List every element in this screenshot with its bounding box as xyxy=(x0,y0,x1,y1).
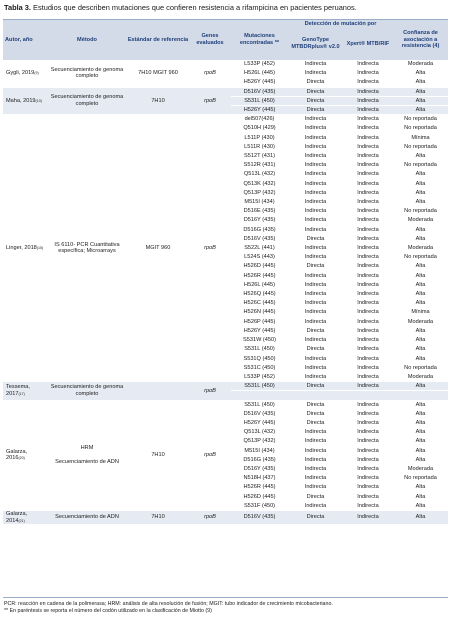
cell-mut: S531C (450) xyxy=(231,363,288,372)
study-standard xyxy=(127,115,189,382)
cell-conf: Moderada xyxy=(393,317,448,326)
cell-mut: L511P (430) xyxy=(231,133,288,142)
cell-conf: Alta xyxy=(393,106,448,115)
cell-geno: Indirecta xyxy=(288,372,343,381)
cell-conf: No reportada xyxy=(393,207,448,216)
cell-geno: Directa xyxy=(288,510,343,524)
standard-text: MGIT 960 xyxy=(145,244,171,251)
cell-mut: S531L (450) xyxy=(231,345,288,354)
cell-mut xyxy=(231,391,288,400)
cell-conf: Moderada xyxy=(393,372,448,381)
cell-mut: M515I (434) xyxy=(231,446,288,455)
study-standard xyxy=(127,60,189,87)
gene-text: rpoB xyxy=(204,70,216,76)
cell-xpert: Indirecta xyxy=(343,60,393,69)
col-header-confidence: Confianza de asociación a resistencia (4) xyxy=(393,20,448,60)
cell-geno: Indirecta xyxy=(288,363,343,372)
cell-mut: H526N (445) xyxy=(231,308,288,317)
cell-geno: Indirecta xyxy=(288,336,343,345)
study-gene xyxy=(189,87,231,115)
cell-conf: Alta xyxy=(393,501,448,510)
cell-conf: Alta xyxy=(393,492,448,501)
cell-xpert: Indirecta xyxy=(343,510,393,524)
cell-conf: Mínima xyxy=(393,308,448,317)
cell-xpert: Indirecta xyxy=(343,455,393,464)
study-gene xyxy=(189,60,231,87)
table-row xyxy=(3,87,448,96)
cell-conf: Alta xyxy=(393,336,448,345)
cell-geno: Indirecta xyxy=(288,299,343,308)
cell-xpert: Indirecta xyxy=(343,336,393,345)
cell-conf: Moderada xyxy=(393,464,448,473)
cell-conf: Alta xyxy=(393,225,448,234)
study-author xyxy=(3,382,47,400)
mutations-table xyxy=(3,20,448,525)
cell-geno: Directa xyxy=(288,400,343,409)
standard-text: 7H10 xyxy=(151,97,165,104)
cell-xpert: Indirecta xyxy=(343,409,393,418)
study-method xyxy=(47,87,127,115)
cell-conf: Alta xyxy=(393,382,448,391)
cell-conf: No reportada xyxy=(393,474,448,483)
cell-geno: Indirecta xyxy=(288,124,343,133)
cell-geno: Indirecta xyxy=(288,437,343,446)
cell-geno: Indirecta xyxy=(288,253,343,262)
cell-conf: Alta xyxy=(393,280,448,289)
author-ref: (15) xyxy=(36,245,44,250)
study-gene xyxy=(189,115,231,382)
cell-mut: D516V (435) xyxy=(231,234,288,243)
cell-xpert: Indirecta xyxy=(343,244,393,253)
cell-conf: Alta xyxy=(393,234,448,243)
cell-geno: Indirecta xyxy=(288,60,343,69)
author-ref: (21) xyxy=(18,518,25,523)
cell-conf: Alta xyxy=(393,483,448,492)
gene-text: rpoB xyxy=(204,451,216,458)
cell-conf: Alta xyxy=(393,152,448,161)
cell-xpert: Indirecta xyxy=(343,87,393,96)
cell-geno: Directa xyxy=(288,87,343,96)
cell-geno: Directa xyxy=(288,106,343,115)
cell-mut: H526Y (445) xyxy=(231,418,288,427)
col-header-detection-group: Detección de mutación por xyxy=(288,20,393,28)
study-author xyxy=(3,400,47,510)
cell-xpert: Indirecta xyxy=(343,382,393,391)
cell-xpert: Indirecta xyxy=(343,225,393,234)
cell-geno: Indirecta xyxy=(288,280,343,289)
cell-conf: Alta xyxy=(393,437,448,446)
cell-conf: Alta xyxy=(393,179,448,188)
cell-mut: D516Y (435) xyxy=(231,216,288,225)
cell-xpert: Indirecta xyxy=(343,152,393,161)
gene-text: rpoB xyxy=(204,244,216,251)
cell-conf: Alta xyxy=(393,455,448,464)
cell-conf: Mínima xyxy=(393,133,448,142)
gene-text: rpoB xyxy=(204,514,216,521)
cell-xpert: Indirecta xyxy=(343,133,393,142)
col-header-xpert: Xpert® MTB/RIF xyxy=(343,28,393,60)
cell-xpert: Indirecta xyxy=(343,446,393,455)
cell-conf: Alta xyxy=(393,446,448,455)
caption-text: Estudios que describen mutaciones que confieren resistencia a rifampicina en pacientes peruanos. xyxy=(30,3,357,12)
method-text: Secuenciamiento de ADN xyxy=(55,514,119,521)
cell-mut: S531L (450) xyxy=(231,96,288,105)
cell-xpert: Indirecta xyxy=(343,96,393,105)
cell-mut: H526C (445) xyxy=(231,299,288,308)
study-author xyxy=(3,510,47,524)
cell-conf: Moderada xyxy=(393,60,448,69)
cell-conf: Alta xyxy=(393,409,448,418)
cell-conf: Alta xyxy=(393,299,448,308)
study-gene xyxy=(189,400,231,510)
cell-mut: H526L (445) xyxy=(231,69,288,78)
cell-geno: Indirecta xyxy=(288,308,343,317)
cell-geno: Indirecta xyxy=(288,446,343,455)
cell-mut: H526Y (445) xyxy=(231,106,288,115)
table-body xyxy=(3,60,448,525)
study-gene xyxy=(189,510,231,524)
cell-geno: Directa xyxy=(288,78,343,87)
cell-conf: Alta xyxy=(393,69,448,78)
cell-xpert: Indirecta xyxy=(343,290,393,299)
cell-mut: Q513P (432) xyxy=(231,188,288,197)
cell-mut: D516V (435) xyxy=(231,409,288,418)
table-row xyxy=(3,382,448,391)
cell-geno: Directa xyxy=(288,409,343,418)
col-header-genotype: GenoType MTBDRplus® v2.0 xyxy=(288,28,343,60)
cell-xpert: Indirecta xyxy=(343,207,393,216)
cell-mut: H526Y (445) xyxy=(231,78,288,87)
study-standard xyxy=(127,382,189,400)
cell-xpert: Indirecta xyxy=(343,308,393,317)
cell-conf: No reportada xyxy=(393,253,448,262)
study-method xyxy=(47,400,127,510)
study-standard xyxy=(127,400,189,510)
cell-conf: No reportada xyxy=(393,142,448,151)
cell-xpert: Indirecta xyxy=(343,216,393,225)
cell-mut: S512R (431) xyxy=(231,161,288,170)
cell-xpert: Indirecta xyxy=(343,142,393,151)
cell-xpert: Indirecta xyxy=(343,400,393,409)
cell-geno: Indirecta xyxy=(288,133,343,142)
table-row xyxy=(3,115,448,124)
cell-geno: Indirecta xyxy=(288,455,343,464)
cell-mut: H526R (445) xyxy=(231,271,288,280)
cell-mut: S522L (441) xyxy=(231,244,288,253)
cell-geno: Indirecta xyxy=(288,244,343,253)
study-gene xyxy=(189,382,231,400)
study-method xyxy=(47,510,127,524)
author-name: Tessema, 2017 xyxy=(6,384,30,397)
cell-xpert: Indirecta xyxy=(343,124,393,133)
cell-xpert: Indirecta xyxy=(343,464,393,473)
cell-xpert: Indirecta xyxy=(343,437,393,446)
cell-geno: Indirecta xyxy=(288,354,343,363)
cell-xpert: Indirecta xyxy=(343,253,393,262)
cell-geno: Indirecta xyxy=(288,188,343,197)
header-row-1 xyxy=(3,20,448,28)
cell-mut: S531W (450) xyxy=(231,336,288,345)
cell-conf: Alta xyxy=(393,188,448,197)
cell-mut: Q510H (429) xyxy=(231,124,288,133)
cell-xpert: Indirecta xyxy=(343,299,393,308)
cell-xpert: Indirecta xyxy=(343,483,393,492)
footnote-codon: ** En paréntesis se reporta el número del codón utilizado en la clasificación de Miotto (9) xyxy=(4,607,212,614)
cell-mut: del507(426) xyxy=(231,115,288,124)
cell-xpert: Indirecta xyxy=(343,271,393,280)
study-standard xyxy=(127,510,189,524)
cell-xpert: Indirecta xyxy=(343,188,393,197)
cell-conf: Alta xyxy=(393,290,448,299)
author-name: Gygli, 2019 xyxy=(6,70,35,76)
cell-conf: Alta xyxy=(393,262,448,271)
cell-geno: Directa xyxy=(288,492,343,501)
author-name: Galarza, 2016 xyxy=(6,448,28,462)
cell-geno: Indirecta xyxy=(288,428,343,437)
cell-mut: H526D (445) xyxy=(231,492,288,501)
cell-mut: L511R (430) xyxy=(231,142,288,151)
cell-geno: Indirecta xyxy=(288,152,343,161)
cell-xpert: Indirecta xyxy=(343,418,393,427)
table-row xyxy=(3,510,448,524)
cell-geno: Directa xyxy=(288,262,343,271)
cell-geno: Indirecta xyxy=(288,69,343,78)
cell-mut: D516V (435) xyxy=(231,510,288,524)
cell-conf: Alta xyxy=(393,78,448,87)
author-name: Galarza, 2014 xyxy=(6,510,28,524)
cell-mut: Q513L (432) xyxy=(231,428,288,437)
cell-conf: Alta xyxy=(393,428,448,437)
cell-geno: Indirecta xyxy=(288,317,343,326)
author-ref: (20) xyxy=(18,456,25,461)
cell-geno: Indirecta xyxy=(288,115,343,124)
cell-xpert: Indirecta xyxy=(343,317,393,326)
method-text: IS 6110- PCR Cuantitativa específica; Microarrays xyxy=(54,241,120,255)
table-caption xyxy=(4,3,448,13)
cell-xpert: Indirecta xyxy=(343,170,393,179)
gene-text: rpoB xyxy=(204,97,216,104)
cell-conf: No reportada xyxy=(393,363,448,372)
cell-xpert: Indirecta xyxy=(343,492,393,501)
cell-geno: Directa xyxy=(288,418,343,427)
cell-conf: No reportada xyxy=(393,161,448,170)
cell-mut: H526D (445) xyxy=(231,262,288,271)
cell-xpert xyxy=(343,391,393,400)
col-header-standard: Estándar de referencia xyxy=(127,20,189,60)
cell-mut: D516G (435) xyxy=(231,225,288,234)
author-name: Linger, 2018 xyxy=(6,244,37,251)
cell-mut: L533P (452) xyxy=(231,60,288,69)
cell-mut: S512T (431) xyxy=(231,152,288,161)
cell-mut: M515I (434) xyxy=(231,198,288,207)
author-name: Maha, 2019 xyxy=(6,97,36,104)
cell-mut: S531L (450) xyxy=(231,400,288,409)
cell-mut: S531F (450) xyxy=(231,501,288,510)
cell-geno: Directa xyxy=(288,326,343,335)
caption-label: Tabla 3. xyxy=(4,3,31,12)
cell-mut: L524S (443) xyxy=(231,253,288,262)
cell-geno: Indirecta xyxy=(288,161,343,170)
cell-xpert: Indirecta xyxy=(343,115,393,124)
study-author xyxy=(3,115,47,382)
cell-geno: Indirecta xyxy=(288,501,343,510)
cell-xpert: Indirecta xyxy=(343,363,393,372)
cell-conf: Alta xyxy=(393,510,448,524)
standard-text: 7H10 xyxy=(151,451,165,458)
method-text: HRM Secuenciamiento de ADN xyxy=(55,445,119,465)
cell-geno: Indirecta xyxy=(288,271,343,280)
cell-xpert: Indirecta xyxy=(343,372,393,381)
cell-xpert: Indirecta xyxy=(343,501,393,510)
cell-mut: H526P (445) xyxy=(231,317,288,326)
cell-xpert: Indirecta xyxy=(343,161,393,170)
study-method xyxy=(47,382,127,400)
author-ref: (9) xyxy=(34,71,39,75)
table-row xyxy=(3,400,448,409)
cell-geno: Indirecta xyxy=(288,216,343,225)
col-header-mutations: Mutaciones encontradas ** xyxy=(231,20,288,60)
cell-mut: D516Y (435) xyxy=(231,464,288,473)
cell-geno: Indirecta xyxy=(288,170,343,179)
cell-conf: No reportada xyxy=(393,124,448,133)
cell-mut: D516E (435) xyxy=(231,207,288,216)
cell-conf: Alta xyxy=(393,345,448,354)
cell-geno: Indirecta xyxy=(288,179,343,188)
method-text: Secuenciamiento de genoma completo xyxy=(50,66,124,80)
cell-geno: Directa xyxy=(288,234,343,243)
cell-xpert: Indirecta xyxy=(343,280,393,289)
cell-mut: Q513K (432) xyxy=(231,179,288,188)
author-ref: (17) xyxy=(18,391,25,396)
cell-mut: L533P (452) xyxy=(231,372,288,381)
study-method xyxy=(47,115,127,382)
cell-mut: H526R (445) xyxy=(231,483,288,492)
col-header-author: Autor, año xyxy=(3,20,47,60)
cell-geno: Indirecta xyxy=(288,464,343,473)
cell-geno: Indirecta xyxy=(288,483,343,492)
cell-conf: Alta xyxy=(393,170,448,179)
method-text: Secuenciamiento de genoma completo xyxy=(50,94,124,107)
cell-mut: N518H (437) xyxy=(231,474,288,483)
table-bottom-rule xyxy=(3,597,448,598)
method-text: Secuenciamiento de genoma completo xyxy=(50,384,124,397)
study-method xyxy=(47,60,127,87)
cell-geno: Directa xyxy=(288,96,343,105)
cell-conf: Alta xyxy=(393,96,448,105)
cell-mut: S531Q (450) xyxy=(231,354,288,363)
cell-xpert: Indirecta xyxy=(343,106,393,115)
study-standard xyxy=(127,87,189,115)
cell-mut: Q513L (432) xyxy=(231,170,288,179)
author-ref: (10) xyxy=(35,98,42,103)
table-row xyxy=(3,60,448,69)
cell-conf: Alta xyxy=(393,87,448,96)
cell-conf: Alta xyxy=(393,354,448,363)
cell-xpert: Indirecta xyxy=(343,198,393,207)
cell-xpert: Indirecta xyxy=(343,234,393,243)
study-author xyxy=(3,60,47,87)
cell-mut: H526L (445) xyxy=(231,280,288,289)
standard-text: 7H10 MGIT 960 xyxy=(138,70,178,76)
cell-xpert: Indirecta xyxy=(343,428,393,437)
cell-conf: Moderada xyxy=(393,216,448,225)
cell-conf: Alta xyxy=(393,400,448,409)
footnotes xyxy=(4,601,448,614)
cell-geno: Indirecta xyxy=(288,474,343,483)
cell-geno: Indirecta xyxy=(288,207,343,216)
cell-conf xyxy=(393,391,448,400)
cell-mut: H526Y (445) xyxy=(231,326,288,335)
standard-text: 7H10 xyxy=(151,514,165,521)
cell-geno: Indirecta xyxy=(288,142,343,151)
footnote-abbreviations: PCR: reacción en cadena de la polimerasa; HRM: análisis de alta resolución de fusión; MGIT: tubo indicador de crecimiento micobacteriano. xyxy=(4,601,333,607)
cell-xpert: Indirecta xyxy=(343,474,393,483)
cell-conf: Alta xyxy=(393,271,448,280)
cell-xpert: Indirecta xyxy=(343,354,393,363)
cell-mut: D516V (435) xyxy=(231,87,288,96)
cell-geno: Directa xyxy=(288,382,343,391)
cell-xpert: Indirecta xyxy=(343,262,393,271)
cell-mut: S531L (450) xyxy=(231,382,288,391)
cell-geno: Indirecta xyxy=(288,225,343,234)
cell-mut: Q513P (432) xyxy=(231,437,288,446)
cell-geno: Indirecta xyxy=(288,290,343,299)
cell-conf: Moderada xyxy=(393,244,448,253)
col-header-genes: Genes evaluados xyxy=(189,20,231,60)
study-author xyxy=(3,87,47,115)
cell-mut: H526Q (445) xyxy=(231,290,288,299)
col-header-method: Método xyxy=(47,20,127,60)
cell-geno: Directa xyxy=(288,345,343,354)
cell-xpert: Indirecta xyxy=(343,179,393,188)
cell-xpert: Indirecta xyxy=(343,69,393,78)
cell-conf: Alta xyxy=(393,326,448,335)
cell-conf: Alta xyxy=(393,198,448,207)
cell-xpert: Indirecta xyxy=(343,345,393,354)
cell-mut: D516G (435) xyxy=(231,455,288,464)
cell-conf: Alta xyxy=(393,418,448,427)
gene-text: rpoB xyxy=(204,387,216,394)
cell-xpert: Indirecta xyxy=(343,326,393,335)
cell-xpert: Indirecta xyxy=(343,78,393,87)
cell-geno xyxy=(288,391,343,400)
cell-conf: No reportada xyxy=(393,115,448,124)
cell-geno: Indirecta xyxy=(288,198,343,207)
